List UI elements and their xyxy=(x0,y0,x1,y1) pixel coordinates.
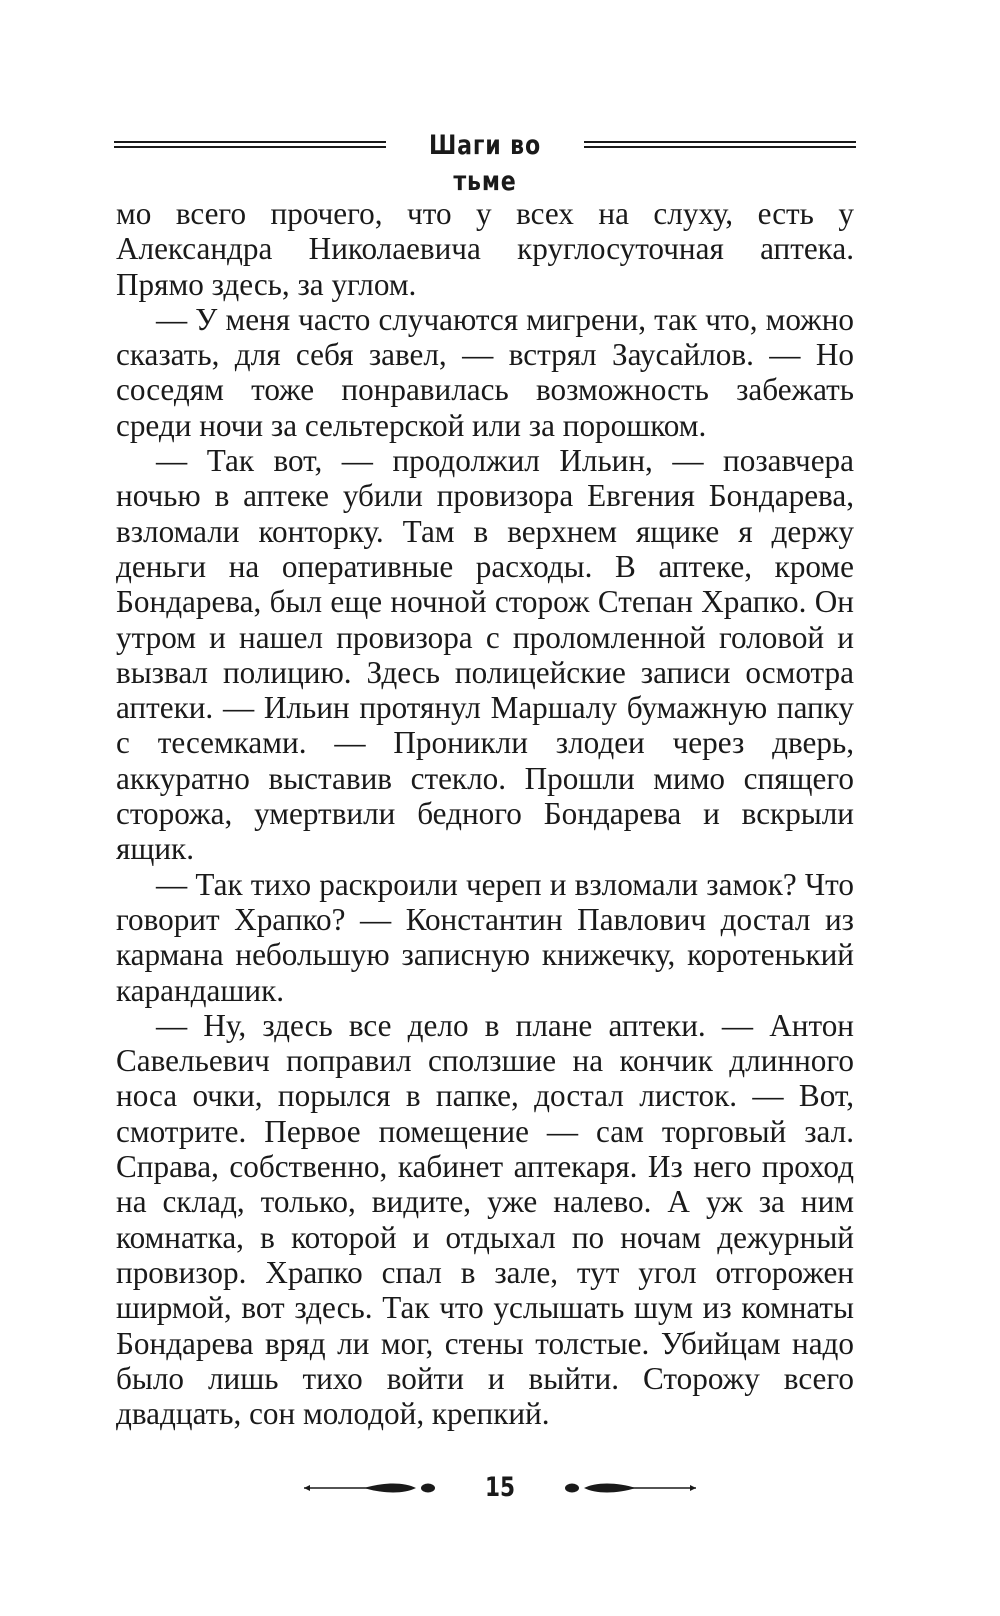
paragraph: — У меня часто случаются мигрени, так что, можно сказать, для себя завел, — встрял Заусайлов. — Но соседям тоже понравилась возможность забежать среди ночи за сельтерской или за порошком. xyxy=(116,301,854,443)
paragraph: — Так тихо раскроили череп и взломали замок? Что говорит Храпко? — Константин Павлович достал из кармана небольшую записную книжечку, коротенький карандашик. xyxy=(116,866,854,1008)
page-footer xyxy=(304,1470,696,1506)
header-rule-right xyxy=(584,141,856,148)
running-header xyxy=(114,128,856,197)
paragraph: — Так вот, — продолжил Ильин, — позавчера ночью в аптеке убили провизора Евгения Бондарева, взломали конторку. Там в верхнем ящике я держу деньги на оперативные расходы. В аптеке, кроме Бондарева, был еще ночной сторож Степан Храпко. Он утром и нашел провизора с проломленной головой и вызвал полицию. Здесь полицейские записи осмотра аптеки. — Ильин протянул Маршалу бумажную папку с тесемками. — Проникли злодеи через дверь, аккуратно выставив стекло. Прошли мимо спящего сторожа, умертвили бедного Бондарева и вскрыли ящик. xyxy=(116,443,854,867)
ornament-right-icon xyxy=(564,1480,696,1496)
ornament-left-icon xyxy=(304,1480,436,1496)
body-text xyxy=(116,196,854,1431)
paragraph: — Ну, здесь все дело в плане аптеки. — Антон Савельевич поправил сползшие на кончик длинного носа очки, порылся в папке, достал листок. — Вот, смотрите. Первое помещение — сам торговый зал. Справа, собственно, кабинет аптекаря. Из него проход на склад, только, видите, уже налево. А уж за ним комнатка, в которой и отдыхал по ночам дежурный провизор. Храпко спал в зале, тут угол отгорожен ширмой, вот здесь. Так что услышать шум из комнаты Бондарева вряд ли мог, стены толстые. Убийцам надо было лишь тихо войти и выйти. Сторожу всего двадцать, сон молодой, крепкий. xyxy=(116,1007,854,1432)
paragraph-continued: мо всего прочего, что у всех на слуху, есть у Александра Николаевича круглосуточная аптека. Прямо здесь, за углом. xyxy=(116,196,854,302)
book-title: Шаги во тьме xyxy=(428,130,542,197)
page-number: 15 xyxy=(484,1472,516,1503)
header-rule-left xyxy=(114,141,386,148)
